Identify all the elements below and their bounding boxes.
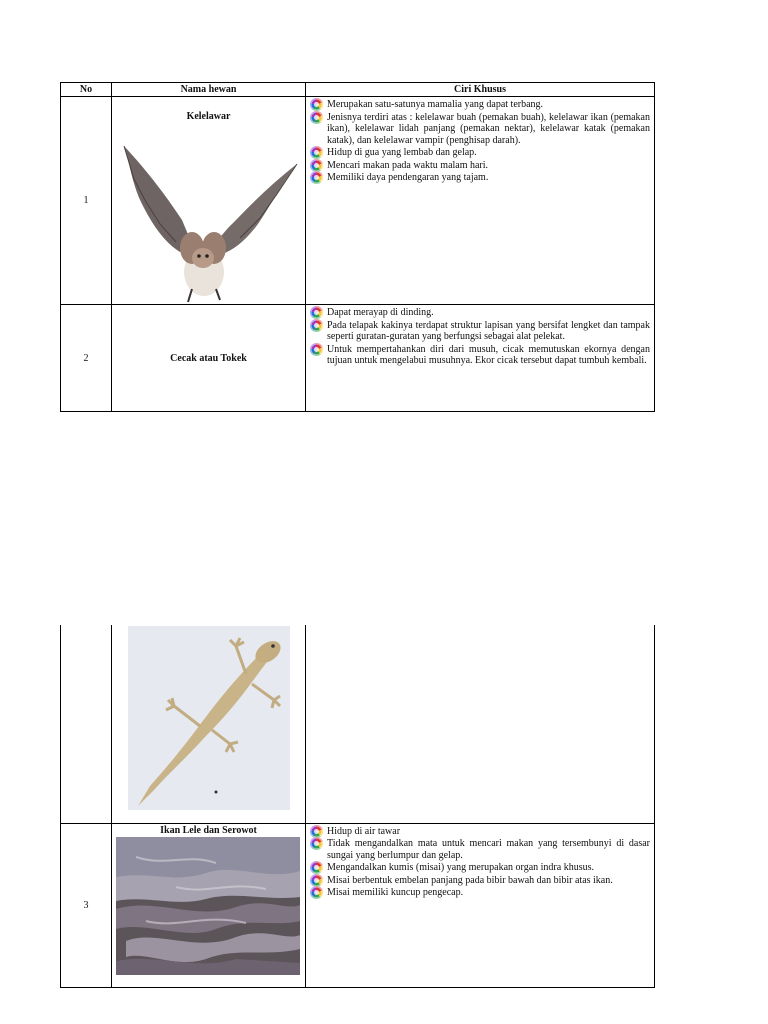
row-number: 1: [61, 97, 112, 305]
bullet-icon: [310, 874, 323, 887]
ciri-cell: [306, 97, 655, 305]
bullet-icon: [310, 825, 323, 838]
bullet-icon: [310, 98, 323, 111]
list-item: Mengandalkan kumis (misai) yang merupakan organ indra khusus.: [310, 862, 650, 874]
header-no: No: [61, 83, 112, 97]
list-item: Dapat merayap di dinding.: [310, 307, 650, 319]
row-number: 2: [61, 305, 112, 412]
row-number-empty: [61, 625, 112, 823]
table-header-row: [61, 83, 655, 97]
gecko-image-cell: [112, 625, 306, 823]
ciri-cell: [306, 823, 655, 987]
ciri-cell-empty: [306, 625, 655, 823]
animal-table-page2: [60, 625, 655, 988]
bullet-icon: [310, 111, 323, 124]
bullet-icon: [310, 837, 323, 850]
list-item: Misai memiliki kuncup pengecap.: [310, 887, 650, 899]
bullet-icon: [310, 171, 323, 184]
bullet-icon: [310, 319, 323, 332]
ciri-list: [306, 305, 654, 367]
list-item: Jenisnya terdiri atas : kelelawar buah (pemakan buah), kelelawar ikan (pemakan ikan), kelelawar lidah panjang (pemakan nektar), kelelawar katak (pemakan katak), dan kelelawar vampir (penghisap darah).: [310, 112, 650, 147]
table-row: [61, 97, 655, 305]
list-item: Hidup di air tawar: [310, 826, 650, 838]
list-item: Pada telapak kakinya terdapat struktur lapisan yang bersifat lengket dan tampak seperti guratan-guratan yang berfungsi sebagai alat pelekat.: [310, 320, 650, 343]
bat-image: [112, 124, 302, 304]
list-item: Merupakan satu-satunya mamalia yang dapat terbang.: [310, 99, 650, 111]
row-number: 3: [61, 823, 112, 987]
ciri-list: [306, 824, 654, 899]
catfish-image: [116, 837, 300, 975]
bullet-icon: [310, 343, 323, 356]
list-item: Hidup di gua yang lembab dan gelap.: [310, 147, 650, 159]
bullet-icon: [310, 306, 323, 319]
list-item: Memiliki daya pendengaran yang tajam.: [310, 172, 650, 184]
animal-name: Ikan Lele dan Serowot: [160, 824, 257, 836]
animal-name: Kelelawar: [186, 111, 231, 122]
table-row: [61, 823, 655, 987]
header-nama-hewan: Nama hewan: [112, 83, 306, 97]
table-row-continuation: [61, 625, 655, 823]
list-item: Mencari makan pada waktu malam hari.: [310, 160, 650, 172]
ciri-list: [306, 97, 654, 184]
list-item: Untuk mempertahankan diri dari musuh, cicak memutuskan ekornya dengan tujuan untuk mengelabui musuhnya. Ekor cicak tersebut dapat tumbuh kembali.: [310, 344, 650, 367]
animal-table-page1: [60, 82, 655, 412]
bullet-icon: [310, 886, 323, 899]
ciri-cell: [306, 305, 655, 412]
bullet-icon: [310, 146, 323, 159]
gecko-image: [128, 626, 290, 810]
animal-cell: [112, 97, 306, 305]
animal-name: Cecak atau Tokek: [170, 352, 247, 364]
bullet-icon: [310, 159, 323, 172]
bullet-icon: [310, 861, 323, 874]
header-ciri-khusus: Ciri Khusus: [306, 83, 655, 97]
list-item: Tidak mengandalkan mata untuk mencari makan yang tersembunyi di dasar sungai yang berlumpur dan gelap.: [310, 838, 650, 861]
animal-cell: [112, 305, 306, 412]
animal-cell: [112, 823, 306, 987]
list-item: Misai berbentuk embelan panjang pada bibir bawah dan bibir atas ikan.: [310, 875, 650, 887]
table-row: [61, 305, 655, 412]
